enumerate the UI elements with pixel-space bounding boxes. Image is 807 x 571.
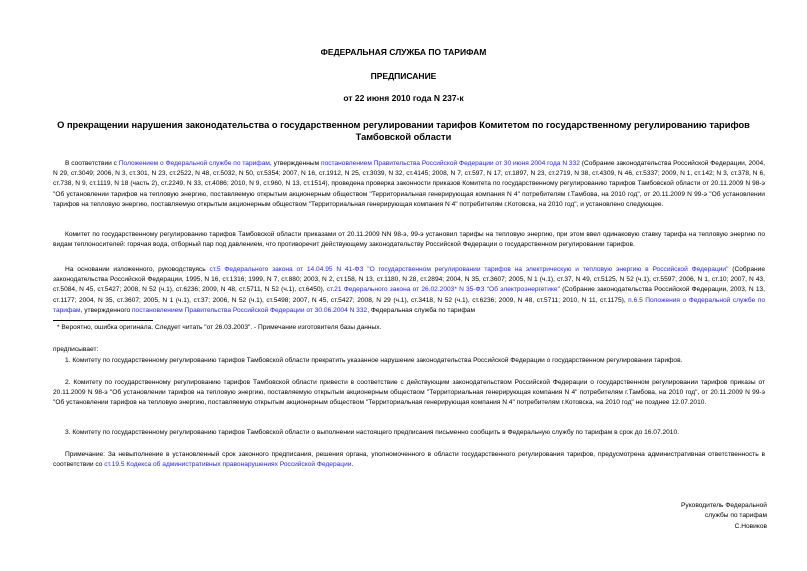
signature-position: Руководитель Федеральной — [681, 502, 767, 509]
prescribes-label: предписывает: — [53, 346, 99, 353]
prescription-item-3 — [53, 428, 765, 438]
note-paragraph — [53, 450, 765, 470]
document-type: ПРЕДПИСАНИЕ — [370, 71, 437, 81]
text-run: , Федеральная служба по тарифам — [367, 306, 476, 314]
link-government-decree-332[interactable]: постановлением Правительства Российской Федерации от 30 июня 2004 года N 332 — [321, 160, 580, 167]
signature-agency: службы по тарифам — [704, 512, 767, 520]
text-run: , утвержденного — [80, 306, 132, 314]
paragraph-basis — [53, 159, 765, 210]
paragraph-grounds — [53, 265, 765, 316]
text-run: Комитет по государственному регулированию тарифов Тамбовской области приказами от 20.11.2009 NN 98-э, 99-э установил тарифы на тепловую энергию, при этом ввел одинаковую ставку тарифа на тепловую энергию по видам теплоносителей: горячая вода, отборный пар под давлением, что противоречит действующему законодательству Российской Федерации о государственном регулировании тарифов. — [53, 231, 765, 249]
paragraph-findings — [53, 230, 765, 250]
footnote: * Вероятно, ошибка оригинала. Следует читать "от 26.03.2003". - Примечание изготовителя базы данных. — [57, 324, 382, 331]
signature-block — [681, 501, 767, 532]
text-run: 3. Комитету по государственному регулированию тарифов Тамбовской области о выполнении настоящего предписания письменно сообщить в Федеральную службу по тарифам в срок до 16.07.2010. — [65, 429, 679, 436]
text-run: . — [351, 461, 354, 469]
prescription-item-2 — [53, 378, 765, 409]
text-run: (Собрание законодательства Российской Федерации, 1995, N 16, ст.1316; 1999, N 7, ст.880; 2003, N 2, ст.158, N 13, ст.1180, N 28, ст.2894; 2004, N 35, ст.3607; 2005, N 1 (ч.1), ст.37, N 49, ст.5125, N 52 (ч.1), ст.5597; 2006, N 1, ст.10; 2007, N 43, ст.5084, N 45, ст.5427; 2008, N 52 (ч.1), ст.6236; 2009, N 48, ст.5711, N 52 (ч.1), ст.6450), — [53, 266, 766, 294]
link-law-35-fz[interactable]: ст.21 Федерального закона от 26.02.2003* N 35-ФЗ "Об электроэнергетике" — [326, 286, 560, 294]
text-run: В соответствии с — [65, 160, 119, 167]
text-run: , утвержденным — [269, 160, 321, 167]
footnote-divider — [53, 320, 153, 321]
text-run: На основании изложенного, руководствуясь — [65, 266, 210, 273]
text-run: Примечание: За невыполнение в установленный срок законного предписания, решения органа, уполномоченного в области государственного регулирования тарифов, предусмотрена административная ответственность в соответствии со — [53, 451, 765, 469]
link-regulation-p65[interactable]: п.6.5 Положения о Федеральной службе по тарифам — [53, 296, 765, 314]
link-government-decree-332b[interactable]: постановлением Правительства Российской Федерации от 30.06.2004 N 332 — [131, 306, 368, 314]
signature-name: С.Новиков — [734, 522, 767, 530]
link-koap-19-5[interactable]: ст.19.5 Кодекса об административных правонарушениях Российской Федерации — [104, 461, 352, 469]
prescription-item-1 — [53, 356, 765, 366]
document-title: О прекращении нарушения законодательства о государственном регулировании тарифов Комитетом по государственному регулированию тарифов Тамбовской области — [57, 120, 750, 142]
text-run: 1. Комитету по государственному регулированию тарифов Тамбовской области прекратить указанное нарушение законодательства Российской Федерации о государственном регулировании тарифов. — [65, 357, 683, 364]
text-run: 2. Комитету по государственному регулированию тарифов Тамбовской области привести в соответствие с действующим законодательством Российской Федерации о государственном регулировании тарифов приказы от 20.11.2009 N 98-э "Об установлении тарифов на тепловую энергию, поставляемую открытым акционерным обществом "Территориальная генерирующая компания N 4" потребителям г.Тамбова, на 2010 год", от 20.11.2009 N 99-э "Об установлении тарифов на тепловую энергию, поставляемую открытым акционерным обществом "Территориальная генерирующая компания N 4" потребителям г.Котовска, на 2010 год" не позднее 12.07.2010. — [53, 379, 765, 407]
text-run: (Собрание законодательства Российской Федерации, 2003, N 13, ст.1177; 2004, N 35, ст.3607; 2005, N 1 (ч.1), ст.37; 2006, N 52 (ч.1), ст.5498; 2007, N 45, ст.5427; 2008, N 29 (ч.1), ст.3418, N 52 (ч.1), ст.6236; 2009, N 48, ст.5711; 2010, N 11, ст.1175), — [53, 286, 765, 304]
document-date-number: от 22 июня 2010 года N 237-к — [343, 93, 464, 103]
link-regulation-fst[interactable]: Положением о Федеральной службе по тарифам — [118, 160, 270, 167]
link-law-41-fz[interactable]: ст.5 Федерального закона от 14.04.95 N 41-ФЗ "О государственном регулировании тарифов на электрическую и тепловую энергию в Российской Федерации" — [209, 266, 729, 273]
agency-name: ФЕДЕРАЛЬНАЯ СЛУЖБА ПО ТАРИФАМ — [320, 47, 487, 57]
text-run: (Собрание законодательства Российской Федерации, 2004, N 29, ст.3049; 2006, N 3, ст.301, N 23, ст.2522, N 48, ст.5032, N 50, ст.5354; 2007, N 16, ст.1912, N 25, ст.3039, N 32, ст.4145; 2008, N 7, ст.597, N 17, ст.1897, N 23, ст.2719, N 38, ст.4309, N 46, ст.5337; 2009, N 1, ст.142; N 3, ст.378, N 6, ст.738, N 9, ст.1119, N 18 (часть 2), ст.2249, N 33, ст.4086; 2010, N 9, ст.960, N 13, ст.1514), проведена проверка законности приказов Комитета по государственному регулированию тарифов Тамбовской области от 20.11.2009 N 98-э "Об установлении тарифов на тепловую энергию, поставляемую открытым акционерным обществом "Территориальная генерирующая компания N 4" потребителям г.Тамбова, на 2010 год", от 20.11.2009 N 99-э "Об установлении тарифов на тепловую энергию, поставляемую открытым акционерным обществом "Территориальная генерирующая компания N 4" потребителям г.Котовска, на 2010 год", и установлено следующее. — [53, 160, 765, 208]
